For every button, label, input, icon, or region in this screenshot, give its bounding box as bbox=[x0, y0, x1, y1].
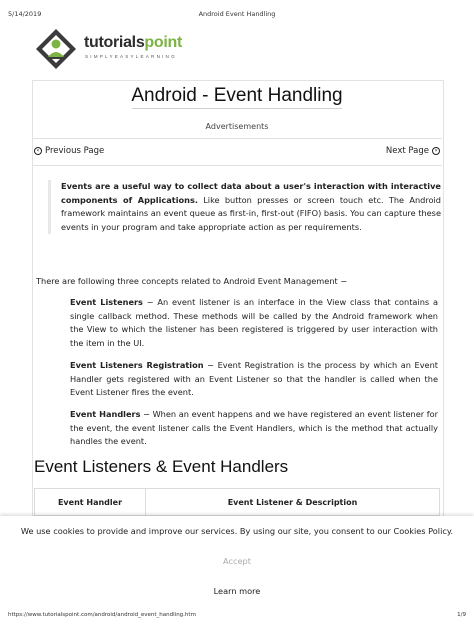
definition-event-listeners bbox=[70, 296, 438, 350]
next-page-link[interactable] bbox=[386, 146, 440, 156]
logo-icon bbox=[32, 27, 80, 71]
learn-more-link[interactable]: Learn more bbox=[213, 586, 261, 596]
definition-text: − Event Registration is the process by which an Event Handler gets registered with an Event Listener so that the handler is called when the Event Listener fires the event. bbox=[70, 360, 438, 397]
intro-bold-text: Events are a useful way to collect data about a user's interaction with interactive components of Applications. bbox=[61, 181, 441, 205]
arrow-right-icon: › bbox=[432, 147, 440, 155]
table-header-listener-description: Event Listener & Description bbox=[227, 497, 358, 507]
cookie-banner bbox=[0, 516, 474, 612]
print-url: https://www.tutorialspoint.com/android/android_event_handling.htm bbox=[8, 612, 196, 618]
section-heading: Event Listeners & Event Handlers bbox=[34, 457, 289, 476]
print-header bbox=[0, 10, 474, 22]
definition-text: − An event listener is an interface in the View class that contains a single callback method. These methods will be called by the Android framework when the View to which the listener has been registered is triggered by user interaction with the item in the UI. bbox=[70, 297, 439, 348]
page-title: Android - Event Handling bbox=[131, 85, 343, 106]
definition-event-listeners-registration bbox=[70, 359, 438, 400]
advertisements-label: Advertisements bbox=[205, 122, 269, 131]
print-title: Android Event Handling bbox=[198, 10, 276, 18]
intro-text: Like button presses or screen touch etc. The Android framework maintains an event queue as first-in, first-out (FIFO) basis. You can capture these events in your program and take appropriate action as per requirements. bbox=[61, 194, 441, 232]
title-divider bbox=[132, 108, 342, 109]
next-page-label: Next Page bbox=[385, 146, 429, 156]
logo-wordmark bbox=[84, 34, 182, 52]
print-date: 5/14/2019 bbox=[8, 10, 42, 18]
table-header-event-handler: Event Handler bbox=[35, 489, 146, 515]
nav-divider-top bbox=[32, 138, 442, 139]
definition-term: Event Listeners bbox=[70, 297, 143, 307]
cookie-message: We use cookies to provide and improve our services. By using our site, you consent to our Cookies Policy. bbox=[20, 526, 454, 536]
definition-term: Event Listeners Registration bbox=[70, 360, 204, 370]
definition-event-handlers bbox=[70, 408, 438, 449]
previous-page-label: Previous Page bbox=[45, 146, 105, 156]
arrow-left-icon: ‹ bbox=[34, 147, 42, 155]
print-page-number: 1/9 bbox=[457, 612, 466, 618]
nav-divider-bottom bbox=[32, 165, 442, 166]
definition-term: Event Handlers bbox=[70, 409, 141, 419]
accept-cookies-button[interactable]: Accept bbox=[223, 556, 251, 566]
table-header-row bbox=[34, 488, 440, 516]
intro-blockquote bbox=[48, 180, 441, 234]
logo-word-start: tutorials bbox=[84, 34, 145, 51]
logo-tagline: SIMPLYEASYLEARNING bbox=[85, 54, 177, 59]
definition-text: − When an event happens and we have registered an event listener for the event, the event listener calls the Event Handlers, which is the method that actually handles the event. bbox=[70, 409, 438, 446]
logo-word-end: point bbox=[144, 34, 183, 51]
previous-page-link[interactable] bbox=[34, 146, 104, 156]
concepts-intro: There are following three concepts related to Android Event Management − bbox=[36, 276, 348, 286]
tutorialspoint-logo[interactable] bbox=[32, 27, 182, 71]
